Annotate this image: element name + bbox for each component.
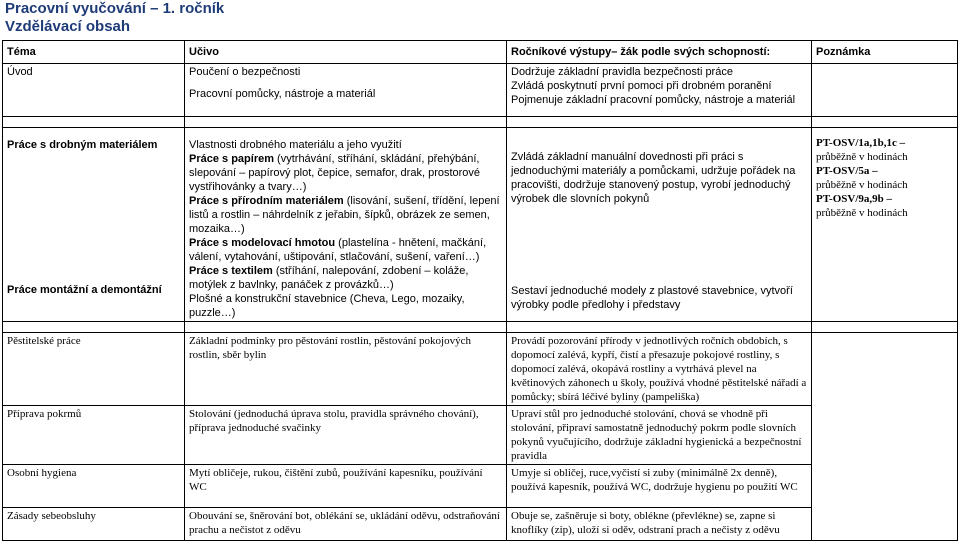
topic-cell [3,64,185,117]
content-item: Práce s papírem (vytrhávání, stříhání, skládání, přehýbání, slepování – papírový plot, čepice, semafor, drak, prostorové vystřihovánky a tvary…) [189,153,481,193]
content-item: Plošné a konstrukční stavebnice (Cheva, Lego, mozaiky, puzzle…) [189,293,465,319]
outcome-cell [507,406,812,465]
topic-cell [3,406,185,465]
content-item: Pracovní pomůcky, nástroje a materiál [189,88,376,100]
table-header-row [3,41,958,64]
content-item: Mytí obličeje, rukou, čištění zubů, používání kapesníku, používání WC [189,467,483,493]
content-cell [185,508,507,541]
outcome-item: Upraví stůl pro jednoduché stolování, chová se vhodně při stolování, připraví samostatně jednoduchý pokrm podle slovních pokynů vyučujícího, dodržuje základní hygienická a bezpečnostní pravidla [511,408,802,462]
topic-label: Pěstitelské práce [7,335,81,347]
curriculum-table [2,40,958,541]
topic-cell [3,465,185,508]
content-item: Práce s přírodním materiálem (lisování, sušení, třídění, lepení listů a rostlin – náhrdelník z jeřabin, šípků, obrázek ze semen, mozaika…) [189,195,500,235]
content-cell [185,465,507,508]
outcome-cell [507,465,812,508]
outcome-item: Sestaví jednoduché modely z plastové stavebnice, vytvoří výrobky podle předlohy i představy [511,285,793,311]
note-cell [812,333,958,541]
topic-cell [3,508,185,541]
outcome-cell [507,508,812,541]
content-item: Základní podmínky pro pěstování rostlin, pěstování pokojových rostlin, sběr bylin [189,335,471,361]
outcome-item: Zvládá základní manuální dovednosti při práci s jednoduchými materiály a pomůckami, udržuje pořádek na pracovišti, dodržuje stanovený postup, vyrobí jednoduchý výrobek dle slovních pokynů [511,151,796,205]
outcome-cell [507,128,812,322]
content-item: Poučení o bezpečnosti [189,66,301,78]
outcome-cell [507,333,812,406]
page-title: Pracovní vyučování – 1. ročník [5,0,225,17]
note-code: PT-OSV/1a,1b,1c – [816,137,906,149]
table-row-pestitelske [3,333,958,406]
note-code: PT-OSV/5a – [816,165,878,177]
content-item: Stolování (jednoduchá úprava stolu, pravidla správného chování), příprava jednoduché svačinky [189,408,479,434]
note-cell [812,128,958,322]
content-item: Práce s modelovací hmotou (plastelína - hnětení, mačkání, válení, vytahování, uštipování, stlačování, sušení, vaření…) [189,237,487,263]
topic-label: Osobní hygiena [7,467,77,479]
content-cell [185,64,507,117]
note-cell [812,64,958,117]
table-row-drobny-material [3,128,958,322]
header-tema: Téma [3,41,185,64]
topic-cell [3,333,185,406]
header-poznamka: Poznámka [812,41,958,64]
topic-label: Příprava pokrmů [7,408,82,420]
outcome-item: Dodržuje základní pravidla bezpečnosti práce [511,66,733,78]
outcome-item: Pojmenuje základní pracovní pomůcky, nástroje a materiál [511,94,796,106]
content-item: Obouvání se, šněrování bot, oblékání se, ukládání oděvu, odstraňování prachu a nečistot z oděvu [189,510,500,536]
outcome-item: Provádí pozorování přírody v jednotlivých ročních obdobích, s dopomocí zalévá, kypří, čistí a přesazuje pokojové rostliny, s dopomocí zalévá, okopává rostliny a vytrhává plevel na květinových záhonech u školy, používá vhodné pěstitelské nářadí a pomůcky; sbírá léčivé byliny (pampeliška) [511,335,807,403]
topic-cell [3,128,185,322]
content-item: Vlastnosti drobného materiálu a jeho využití [189,139,402,151]
note-code: PT-OSV/9a,9b – [816,193,893,205]
header-ucivo: Učivo [185,41,507,64]
outcome-item: Umyje si obličej, ruce,vyčistí si zuby (minimálně 2x denně), používá kapesník, používá WC, dodržuje hygienu po použití WC [511,467,798,493]
content-cell [185,128,507,322]
note-text: průběžně v hodinách [816,207,908,219]
content-cell [185,333,507,406]
topic-label: Zásady sebeobsluhy [7,510,96,522]
table-row-uvod [3,64,958,117]
topic-label: Práce s drobným materiálem [7,139,158,151]
note-text: průběžně v hodinách [816,179,908,191]
outcome-cell [507,64,812,117]
outcome-item: Zvládá poskytnutí první pomoci při drobném poranění [511,80,772,92]
topic-label: Úvod [7,66,33,78]
page-subtitle: Vzdělávací obsah [5,18,131,35]
outcome-item: Obuje se, zašněruje si boty, oblékne (převlékne) se, zapne si knoflíky (zip), uloží si oděv, odstraní prach a nečisty z oděvu [511,510,780,536]
content-item: Práce s textilem (stříhání, nalepování, zdobení – koláže, motýlek z bavlnky, panáček z provázků…) [189,265,469,291]
topic-label: Práce montážní a demontážní [7,284,162,296]
content-cell [185,406,507,465]
note-text: průběžně v hodinách [816,151,908,163]
header-vystupy: Ročníkové výstupy– žák podle svých schopností: [507,41,812,64]
